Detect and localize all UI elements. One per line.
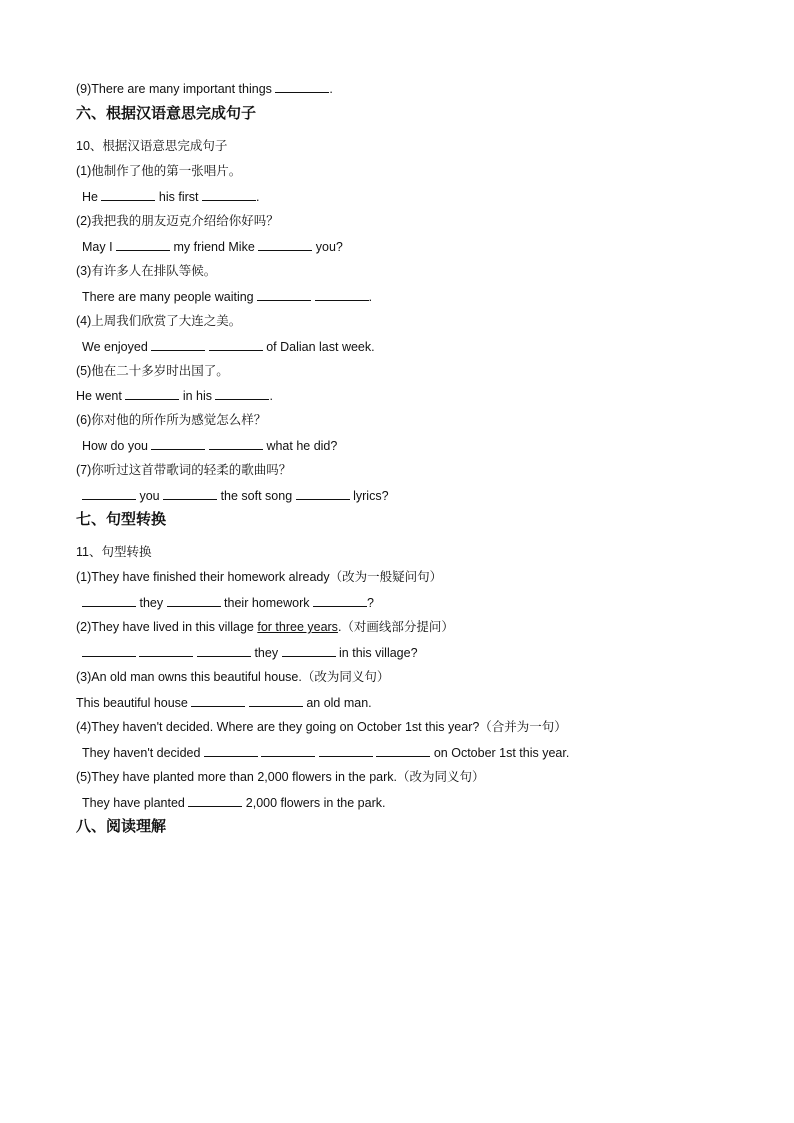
blank[interactable] [275,80,329,93]
q10-5-answer: He went in his . [76,389,273,403]
blank[interactable] [82,487,136,500]
blank[interactable] [313,594,367,607]
blank[interactable] [376,744,430,757]
q10-1-answer: He his first . [82,190,260,204]
q10-3-answer: There are many people waiting . [82,290,373,304]
blank[interactable] [258,238,312,251]
blank[interactable] [249,694,303,707]
blank[interactable] [151,437,205,450]
blank[interactable] [209,437,263,450]
q11-1-prompt: (1)They have finished their homework already（改为一般疑问句） [76,570,443,584]
blank[interactable] [139,644,193,657]
q10-2-prompt: (2)我把我的朋友迈克介绍给你好吗？ [76,214,279,228]
blank[interactable] [163,487,217,500]
q10-6-prompt: (6)你对他的所作所为感觉怎么样？ [76,413,267,427]
q11-2-answer: they in this village? [82,644,418,660]
q10-1-prompt: (1)他制作了他的第一张唱片。 [76,164,242,178]
blank[interactable] [197,644,251,657]
blank[interactable] [82,594,136,607]
blank[interactable] [188,794,242,807]
question-11-title: 11、句型转换 [76,545,152,559]
q10-3-prompt: (3)有许多人在排队等候。 [76,264,217,278]
q11-3-answer: This beautiful house an old man. [76,696,372,710]
underlined-phrase: for three years [257,620,338,634]
blank[interactable] [125,387,179,400]
q10-7-answer: you the soft song lyrics? [82,487,389,503]
question-10-title: 10、根据汉语意思完成句子 [76,139,228,153]
blank[interactable] [204,744,258,757]
blank[interactable] [215,387,269,400]
blank[interactable] [151,338,205,351]
blank[interactable] [101,188,155,201]
q10-5-prompt: (5)他在二十多岁时出国了。 [76,364,229,378]
blank[interactable] [116,238,170,251]
q10-4-prompt: (4)上周我们欣赏了大连之美。 [76,314,242,328]
blank[interactable] [191,694,245,707]
q10-4-answer: We enjoyed of Dalian last week. [82,340,375,354]
blank[interactable] [315,288,369,301]
blank[interactable] [209,338,263,351]
q11-3-prompt: (3)An old man owns this beautiful house.（改为同义句） [76,670,390,684]
section-heading-7: 七、句型转换 [76,510,167,528]
blank[interactable] [82,644,136,657]
section-heading-8: 八、阅读理解 [76,817,167,835]
q10-7-prompt: (7)你听过这首带歌词的轻柔的歌曲吗？ [76,463,292,477]
blank[interactable] [319,744,373,757]
q11-5-answer: They have planted 2,000 flowers in the park. [82,796,386,810]
blank[interactable] [282,644,336,657]
blank[interactable] [257,288,311,301]
blank[interactable] [261,744,315,757]
section-heading-6: 六、根据汉语意思完成句子 [76,104,257,122]
q10-6-answer: How do you what he did? [82,439,338,453]
q9-line: (9)There are many important things . [76,82,333,96]
blank[interactable] [296,487,350,500]
q11-2-prompt: (2)They have lived in this village for three years.（对画线部分提问） [76,620,454,634]
blank[interactable] [167,594,221,607]
q11-4-answer: They haven't decided on October 1st this year. [82,746,570,760]
q10-2-answer: May I my friend Mike you? [82,240,343,254]
blank[interactable] [202,188,256,201]
q11-5-prompt: (5)They have planted more than 2,000 flowers in the park.（改为同义句） [76,770,485,784]
q11-4-prompt: (4)They haven't decided. Where are they going on October 1st this year?（合并为一句） [76,720,567,734]
q11-1-answer: they their homework ? [82,594,374,610]
